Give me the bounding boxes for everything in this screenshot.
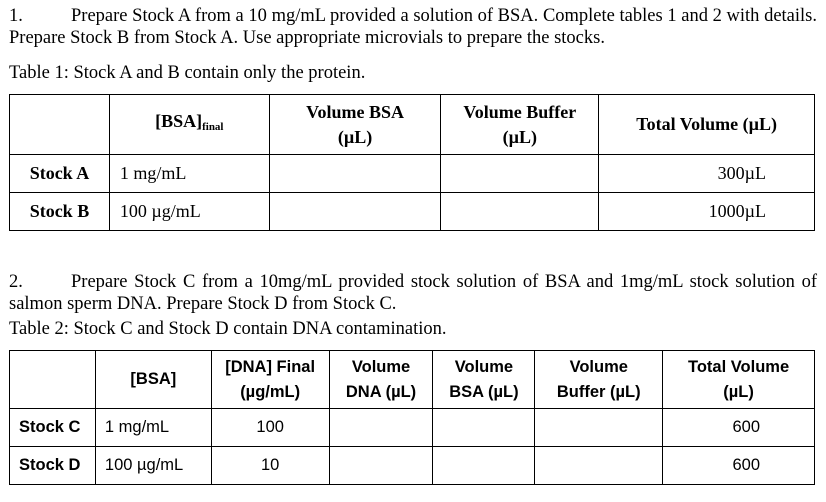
table-1-header-blank [10,95,110,155]
volume-buffer-cell[interactable] [535,447,663,485]
question-2-number: 2. [9,272,23,292]
question-2-text: Prepare Stock C from a 10mg/mL provided stock solution of BSA and 1mg/mL stock solution of salmon sperm DNA. Prepare Stock D from Stock C. [9,272,817,314]
table-row [10,155,815,193]
total-volume-cell: 600 [663,409,815,447]
table-2-header-volume-dna: Volume DNA (µL) [329,351,433,409]
table-1-header-bsa: $[BSA]_{final}$ [109,95,269,155]
row-label: Stock C [10,409,96,447]
row-label: Stock D [10,447,96,485]
bsa-cell: 1 mg/mL [109,155,269,193]
table-2-header-row [10,351,815,409]
table-2-header-total-volume: Total Volume (µL) [663,351,815,409]
volume-bsa-cell[interactable] [433,409,535,447]
bsa-cell: 100 µg/mL [109,193,269,231]
bsa-cell: 100 µg/mL [95,447,211,485]
row-label: Stock B [10,193,110,231]
table-row [10,409,815,447]
table-1-header-volume-bsa: Volume BSA (µL) [269,95,441,155]
table-2-header-bsa: [BSA] [95,351,211,409]
table-1-header-volume-buffer: Volume Buffer (µL) [441,95,599,155]
bsa-cell: 1 mg/mL [95,409,211,447]
volume-bsa-cell[interactable] [269,155,441,193]
table-2-header-volume-bsa: Volume BSA (µL) [433,351,535,409]
table-row [10,193,815,231]
question-1 [9,5,817,49]
volume-dna-cell[interactable] [329,447,433,485]
table-2-header-volume-buffer: Volume Buffer (µL) [535,351,663,409]
table-2-header-blank [10,351,96,409]
table-1-header-total-volume: Total Volume (µL) [599,95,815,155]
table-1-caption: Table 1: Stock A and B contain only the protein. [9,63,366,83]
table-2 [9,350,815,485]
table-row [10,447,815,485]
final-subscript: final [202,121,224,133]
total-volume-cell: 600 [663,447,815,485]
question-2 [9,271,817,315]
table-1-header-row [10,95,815,155]
table-2-header-dna-final: [DNA] Final (µg/mL) [211,351,329,409]
total-volume-cell: 300µL [599,155,815,193]
table-1 [9,94,815,231]
volume-dna-cell[interactable] [329,409,433,447]
volume-buffer-cell[interactable] [441,155,599,193]
volume-buffer-cell[interactable] [535,409,663,447]
dna-final-cell: 100 [211,409,329,447]
volume-bsa-cell[interactable] [269,193,441,231]
question-1-text: Prepare Stock A from a 10 mg/mL provided a solution of BSA. Complete tables 1 and 2 with details. Prepare Stock B from Stock A. Use appropriate microvials to prepare the stocks. [9,6,817,48]
total-volume-cell: 1000µL [599,193,815,231]
table-2-caption: Table 2: Stock C and Stock D contain DNA contamination. [9,319,447,339]
row-label: Stock A [10,155,110,193]
question-1-number: 1. [9,6,23,26]
volume-bsa-cell[interactable] [433,447,535,485]
volume-buffer-cell[interactable] [441,193,599,231]
dna-final-cell: 10 [211,447,329,485]
